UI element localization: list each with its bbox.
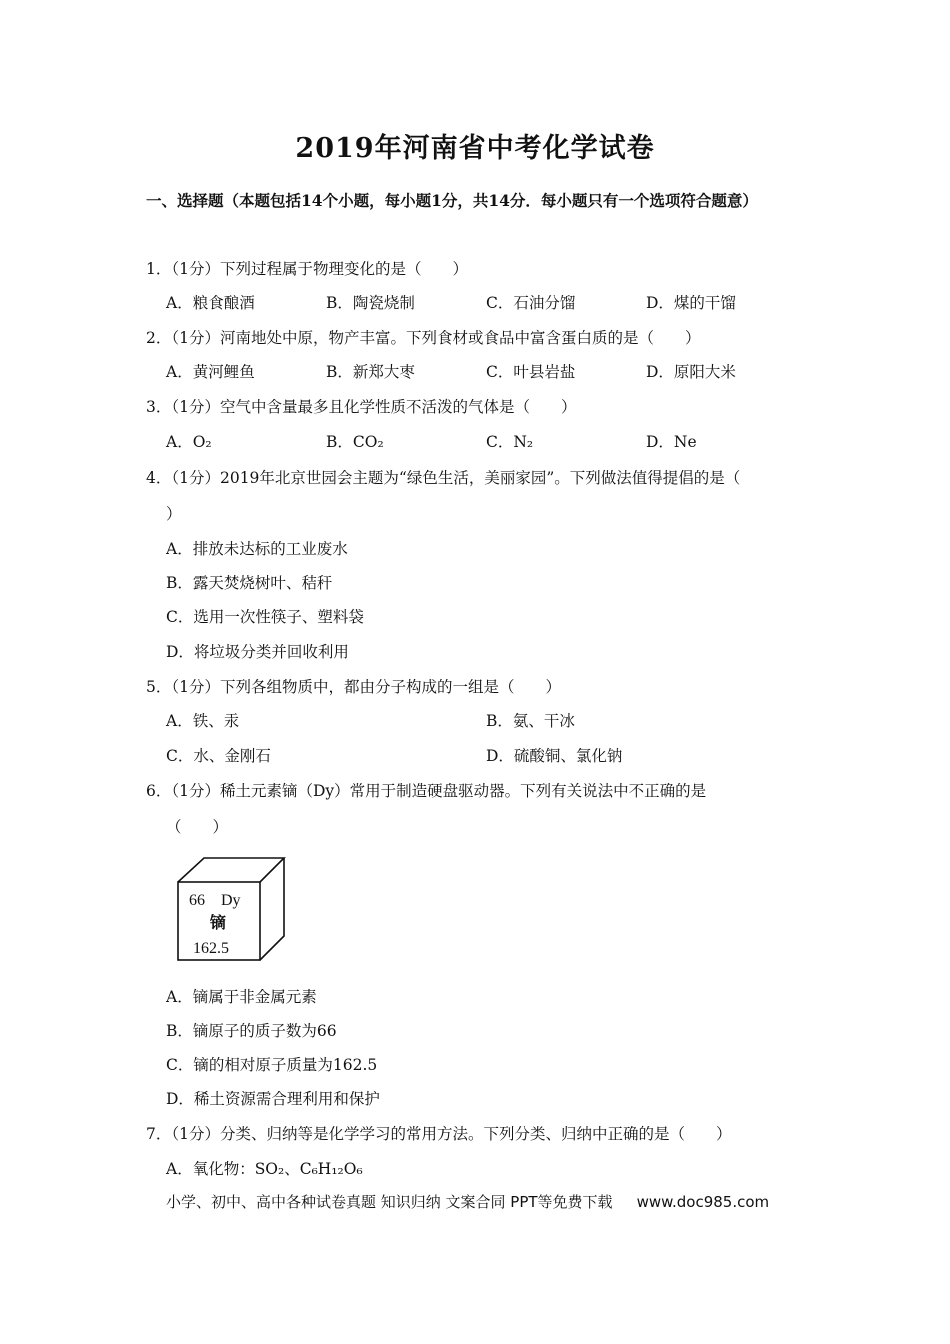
element-name: 镝	[210, 913, 227, 932]
question-4-stem: 4．（1分）2019年北京世园会主题为“绿色生活，美丽家园”。下列做法值得提倡的是（	[146, 469, 741, 487]
question-5-options-row2	[166, 744, 806, 766]
footer-url[interactable]: www.doc985.com	[636, 1193, 770, 1211]
question-4-stem-cont: ）	[166, 505, 182, 523]
question-4-option-d: D．将垃圾分类并回收利用	[166, 643, 349, 661]
footer-text: 小学、初中、高中各种试卷真题 知识归纳 文案合同 PPT等免费下载	[166, 1193, 613, 1211]
element-symbol: Dy	[221, 892, 241, 909]
question-5-stem: 5．（1分）下列各组物质中，都由分子构成的一组是（ ）	[146, 678, 561, 696]
question-1-options	[166, 291, 806, 313]
option-d: D．原阳大米	[646, 363, 736, 381]
option-d: D．Ne	[646, 433, 697, 451]
question-1-stem: 1．（1分）下列过程属于物理变化的是（ ）	[146, 260, 468, 278]
option-c: C．石油分馏	[486, 294, 576, 312]
question-7-option-a: A．氧化物：SO₂、C₆H₁₂O₆	[166, 1160, 363, 1178]
atomic-mass: 162.5	[193, 940, 229, 957]
question-6-option-c: C．镝的相对原子质量为162.5	[166, 1056, 378, 1074]
option-b: B．CO₂	[326, 433, 384, 451]
option-a: A．O₂	[166, 433, 212, 451]
section-heading: 一、选择题（本题包括14个小题，每小题1分，共14分．每小题只有一个选项符合题意）	[146, 191, 758, 210]
question-4-option-a: A．排放未达标的工业废水	[166, 540, 348, 558]
page-title: 2019年河南省中考化学试卷	[295, 133, 655, 164]
question-4-option-b: B．露天焚烧树叶、秸秆	[166, 574, 333, 592]
option-a: A．粮食酿酒	[166, 294, 255, 312]
question-2-stem: 2．（1分）河南地处中原，物产丰富。下列食材或食品中富含蛋白质的是（ ）	[146, 329, 701, 347]
question-3-stem: 3．（1分）空气中含量最多且化学性质不活泼的气体是（ ）	[146, 398, 577, 416]
option-a: A．黄河鲤鱼	[166, 363, 255, 381]
element-cell-figure	[176, 856, 288, 962]
question-6-option-b: B．镝原子的质子数为66	[166, 1022, 337, 1040]
question-3-options	[166, 430, 806, 452]
question-6-stem-cont: （ ）	[166, 818, 229, 836]
question-6-stem: 6．（1分）稀土元素镝（Dy）常用于制造硬盘驱动器。下列有关说法中不正确的是	[146, 782, 707, 800]
question-4-option-c: C．选用一次性筷子、塑料袋	[166, 608, 364, 626]
option-c: C．叶县岩盐	[486, 363, 576, 381]
option-a: A．铁、汞	[166, 712, 240, 730]
page-footer	[166, 1191, 769, 1212]
question-7-stem: 7．（1分）分类、归纳等是化学学习的常用方法。下列分类、归纳中正确的是（ ）	[146, 1125, 732, 1143]
question-2-options	[166, 360, 806, 382]
option-c: C．水、金刚石	[166, 747, 271, 765]
option-b: B．陶瓷烧制	[326, 294, 415, 312]
option-d: D．煤的干馏	[646, 294, 736, 312]
cube-outline	[176, 856, 288, 962]
question-5-options-row1	[166, 709, 806, 731]
option-b: B．氨、干冰	[486, 712, 575, 730]
option-d: D．硫酸铜、氯化钠	[486, 747, 623, 765]
atomic-number: 66	[189, 892, 205, 909]
option-c: C．N₂	[486, 433, 534, 451]
option-b: B．新郑大枣	[326, 363, 415, 381]
question-6-option-d: D．稀土资源需合理利用和保护	[166, 1090, 380, 1108]
question-6-option-a: A．镝属于非金属元素	[166, 988, 317, 1006]
